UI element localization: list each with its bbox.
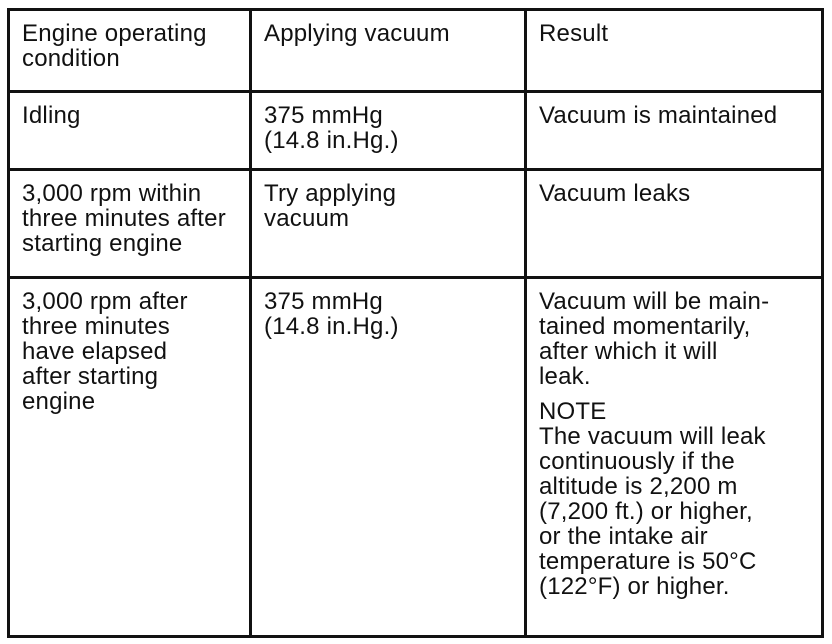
vacuum-test-table (7, 8, 824, 638)
cell-result: Vacuum is maintained (526, 92, 823, 170)
header-applying-vacuum: Applying vacuum (251, 10, 526, 92)
cell-result-with-note (526, 278, 823, 637)
header-engine-condition: Engine operating condition (9, 10, 251, 92)
note-text: The vacuum will leak continuously if the altitude is 2,200 m (7,200 ft.) or higher, or the intake air temperature is 50°C (122°F) or higher. (539, 423, 766, 600)
cell-vacuum: Try applying vacuum (251, 170, 526, 278)
cell-vacuum: 375 mmHg (14.8 in.Hg.) (251, 278, 526, 637)
table-header-row (9, 10, 823, 92)
table-row (9, 170, 823, 278)
cell-result: Vacuum will be main- tained momentarily, after which it will leak. (539, 288, 770, 390)
cell-condition: 3,000 rpm after three minutes have elapsed after starting engine (9, 278, 251, 637)
header-result: Result (526, 10, 823, 92)
cell-condition: Idling (9, 92, 251, 170)
cell-condition: 3,000 rpm within three minutes after starting engine (9, 170, 251, 278)
table-row (9, 278, 823, 637)
cell-vacuum: 375 mmHg (14.8 in.Hg.) (251, 92, 526, 170)
vacuum-test-table-container (7, 8, 821, 635)
note-label: NOTE (539, 398, 607, 425)
table-row (9, 92, 823, 170)
cell-result: Vacuum leaks (526, 170, 823, 278)
